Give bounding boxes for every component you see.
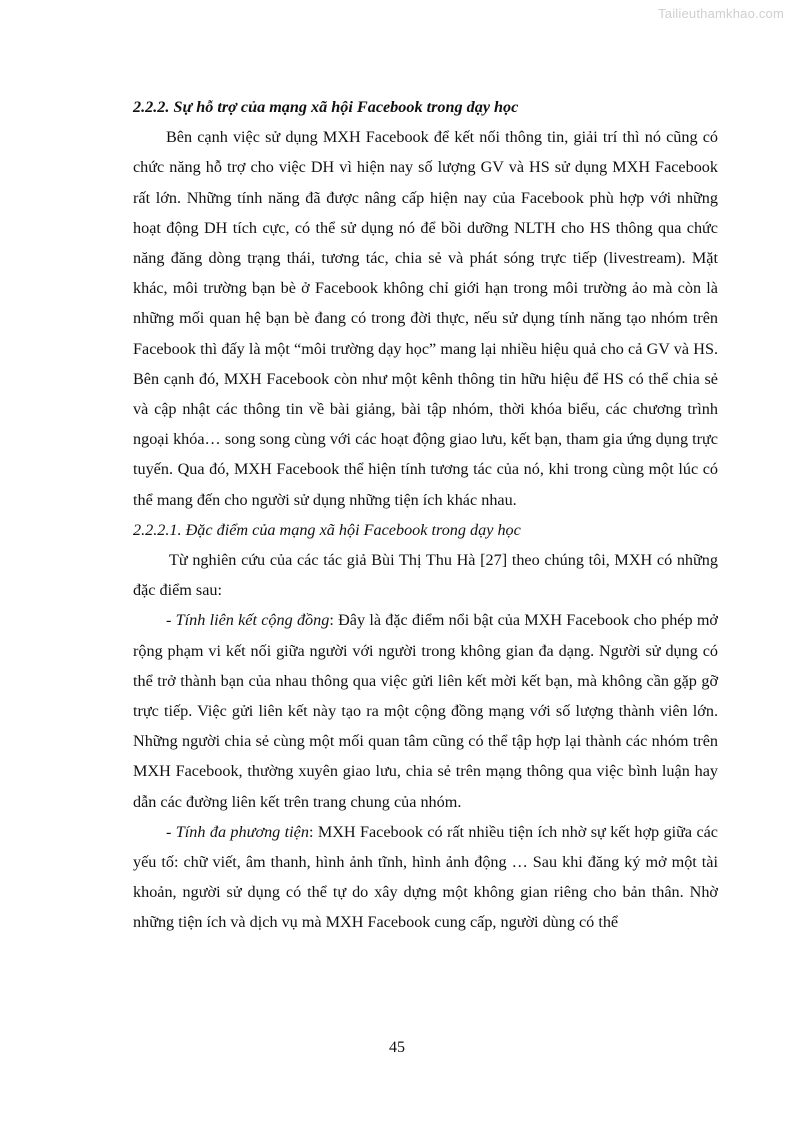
bullet-text: : Đây là đặc điểm nổi bật của MXH Facebook cho phép mở rộng phạm vi kết nối giữa người với người trong không gian đa dạng. Người sử dụng có thể trở thành bạn của nhau thông qua việc gửi liên kết mời kết bạn, mà không cần gặp gỡ trực tiếp. Việc gửi liên kết này tạo ra một cộng đồng mạng với số lượng thành viên lớn. Những người chia sẻ cùng một mối quan tâm cũng có thể tập hợp lại thành các nhóm trên MXH Facebook, thường xuyên giao lưu, chia sẻ trên mạng thông qua việc bình luận hay dẫn các đường liên kết trên trang chung của nhóm. <box>133 611 718 811</box>
bullet-prefix: - <box>166 611 176 630</box>
page-number: 45 <box>389 1039 405 1056</box>
watermark: Tailieuthamkhao.com <box>658 6 784 21</box>
bullet-term: Tính liên kết cộng đồng <box>175 611 330 630</box>
bullet-term: Tính đa phương tiện <box>175 822 309 841</box>
bullet-community-link <box>133 605 718 816</box>
bullet-prefix: - <box>166 822 176 841</box>
page-content <box>133 92 718 938</box>
section-heading: 2.2.2. Sự hỗ trợ của mạng xã hội Facebook trong dạy học <box>133 98 519 116</box>
paragraph-intro: Bên cạnh việc sử dụng MXH Facebook để kết nối thông tin, giải trí thì nó cũng có chức năng hỗ trợ cho việc DH vì hiện nay số lượng GV và HS sử dụng MXH Facebook rất lớn. Những tính năng đã được nâng cấp hiện nay của Facebook phù hợp với những hoạt động DH tích cực, có thể sử dụng nó để bồi dưỡng NLTH cho HS thông qua chức năng đăng dòng trạng thái, tương tác, chia sẻ và phát sóng trực tiếp (livestream). Mặt khác, môi trường bạn bè ở Facebook không chỉ giới hạn trong môi trường ảo mà còn là những mối quan hệ bạn bè đang có trong đời thực, nếu sử dụng tính năng tạo nhóm trên Facebook thì đấy là một “môi trường dạy học” mang lại nhiều hiệu quả cho cả GV và HS. Bên cạnh đó, MXH Facebook còn như một kênh thông tin hữu hiệu để HS có thể chia sẻ và cập nhật các thông tin về bài giảng, bài tập nhóm, thời khóa biểu, các chương trình ngoại khóa… song song cùng với các hoạt động giao lưu, kết bạn, tham gia ứng dụng trực tuyến. Qua đó, MXH Facebook thể hiện tính tương tác của nó, khi trong cùng một lúc có thể mang đến cho người sử dụng những tiện ích khác nhau. <box>133 128 718 509</box>
bullet-multimedia <box>133 817 718 938</box>
subsection-heading: 2.2.2.1. Đặc điểm của mạng xã hội Facebook trong dạy học <box>133 520 521 539</box>
bullet-text: : MXH Facebook có rất nhiều tiện ích nhờ sự kết hợp giữa các yếu tố: chữ viết, âm thanh, hình ảnh tĩnh, hình ảnh động … Sau khi đăng ký mở một tài khoản, người sử dụng có thể tự do xây dựng một không gian riêng cho bản thân. Nhờ những tiện ích và dịch vụ mà MXH Facebook cung cấp, người dùng có thể <box>133 822 718 932</box>
paragraph-source: Từ nghiên cứu của các tác giả Bùi Thị Thu Hà [27] theo chúng tôi, MXH có những đặc điểm sau: <box>133 551 718 600</box>
